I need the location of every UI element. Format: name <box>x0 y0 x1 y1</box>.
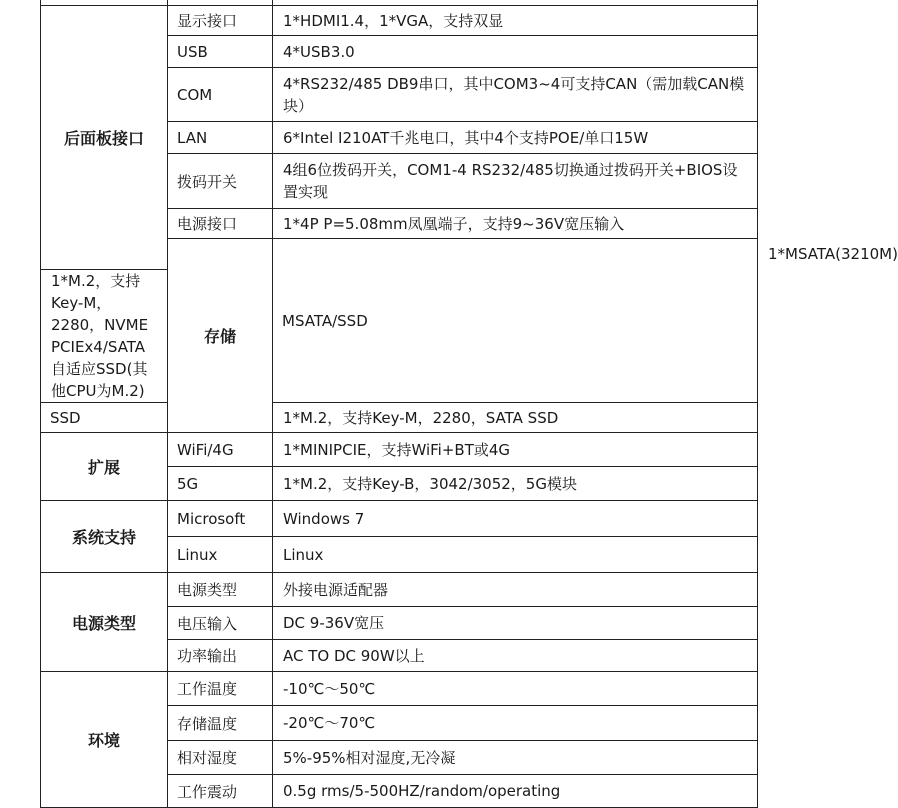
category-label: 后面板接口 <box>63 129 144 148</box>
value-cell: 4*RS232/485 DB9串口，其中COM3~4可支持CAN（需加载CAN模块） <box>273 68 758 122</box>
category-label: 电源类型 <box>71 613 136 633</box>
table-row <box>41 6 758 36</box>
value-cell: 1*HDMI1.4，1*VGA，支持双显 <box>273 6 758 36</box>
label-cell: WiFi/4G <box>168 433 273 467</box>
label-cell: MSATA/SSD <box>273 239 758 403</box>
table-row <box>41 573 758 607</box>
value-cell: 1*M.2，支持Key-M，2280，SATA SSD <box>273 403 758 433</box>
value-cell: 外接电源适配器 <box>273 573 758 607</box>
label-cell: 工作震动 <box>168 775 273 808</box>
table-row <box>41 403 758 433</box>
label-cell: 功率输出 <box>168 640 273 672</box>
value-cell: -10℃～50℃ <box>273 672 758 706</box>
table-row <box>41 501 758 537</box>
category-label: 存储 <box>203 327 236 346</box>
value-cell: 4组6位拨码开关，COM1-4 RS232/485切换通过拨码开关+BIOS设置实现 <box>273 154 758 209</box>
value-cell: 5%-95%相对湿度,无冷凝 <box>273 741 758 775</box>
category-cell <box>41 433 168 501</box>
label-cell: 相对湿度 <box>168 741 273 775</box>
table-row: 存储 MSATA/SSD 1*MSATA(3210M) <box>41 239 758 270</box>
spec-table <box>40 0 898 808</box>
label-cell: 存储温度 <box>168 706 273 741</box>
category-label: 系统支持 <box>71 528 136 547</box>
value-cell: 1*4P P=5.08mm凤凰端子，支持9~36V宽压输入 <box>273 209 758 239</box>
category-cell <box>41 501 168 573</box>
label-cell: 5G <box>168 467 273 501</box>
label-cell: 工作温度 <box>168 672 273 706</box>
label-cell: 电压输入 <box>168 607 273 640</box>
label-cell: LAN <box>168 122 273 154</box>
table-row <box>41 672 758 706</box>
value-cell: 6*Intel I210AT千兆电口，其中4个支持POE/单口15W <box>273 122 758 154</box>
label-cell: USB <box>168 36 273 68</box>
value-cell: Windows 7 <box>273 501 758 537</box>
value-cell: -20℃～70℃ <box>273 706 758 741</box>
label-cell: Linux <box>168 537 273 573</box>
value-cell: AC TO DC 90W以上 <box>273 640 758 672</box>
category-cell <box>41 573 168 672</box>
value-cell: 0.5g rms/5-500HZ/random/operating <box>273 775 758 808</box>
category-label: 扩展 <box>87 458 120 477</box>
label-cell: COM <box>168 68 273 122</box>
label-cell: Microsoft <box>168 501 273 537</box>
category-cell <box>41 672 168 808</box>
value-cell: 1*MINIPCIE，支持WiFi+BT或4G <box>273 433 758 467</box>
label-cell: 拨码开关 <box>168 154 273 209</box>
label-cell: 电源类型 <box>168 573 273 607</box>
category-label: 环境 <box>87 731 120 750</box>
label-cell: 电源接口 <box>168 209 273 239</box>
value-cell: 1*M.2，支持Key-M，2280，NVME PCIEx4/SATA 自适应SSD(其他CPU为M.2) <box>41 270 168 403</box>
category-cell <box>41 6 168 270</box>
value-cell: Linux <box>273 537 758 573</box>
value-cell: 1*M.2，支持Key-B，3042/3052，5G模块 <box>273 467 758 501</box>
table-row <box>41 433 758 467</box>
value-cell: DC 9-36V宽压 <box>273 607 758 640</box>
label-cell: 显示接口 <box>168 6 273 36</box>
value-cell: 4*USB3.0 <box>273 36 758 68</box>
label-cell: SSD <box>41 403 168 433</box>
category-cell <box>168 239 273 433</box>
